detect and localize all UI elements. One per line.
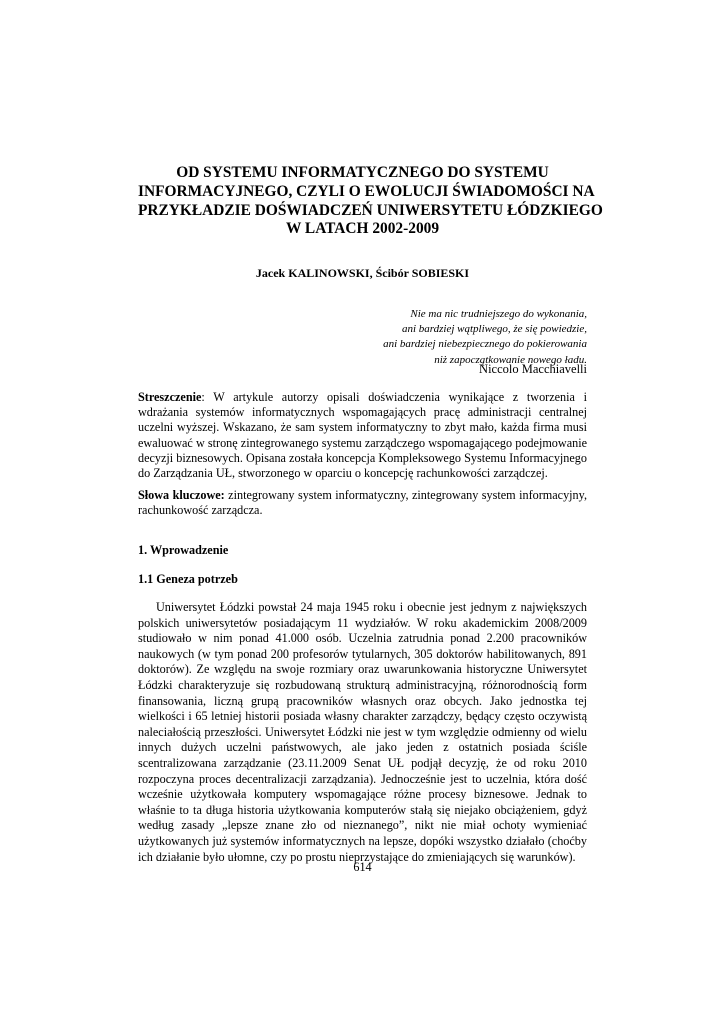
subsection-heading: 1.1 Geneza potrzeb [138, 572, 238, 586]
authors: Jacek KALINOWSKI, Ścibór SOBIESKI [255, 266, 470, 280]
epigraph-line: Nie ma nic trudniejszego do wykonania, [410, 308, 587, 320]
epigraph [287, 307, 587, 368]
abstract-text: : W artykule autorzy opisali doświadczenia wynikające z tworzenia i wdrażania systemów informatycznych wspomagających pracę administracji centralnej uczelni wyższej. Wskazano, że sam system informatyczny to zbyt mało, każda firma musi ewaluować w stronę zintegrowanego systemu zarządczego wspomagającego podejmowanie decyzji biznesowych. Opisana została koncepcja Kompleksowego Systemu Informacyjnego do Zarządzania UŁ, stworzonego w oparciu o koncepcję rachunkowości zarządczej. [138, 390, 587, 481]
epigraph-line: ani bardziej wątpliwego, że się powiedzie, [401, 323, 587, 336]
keywords-label: Słowa kluczowe: [138, 488, 225, 502]
title-line: PRZYKŁADZIE DOŚWIADCZEŃ UNIWERSYTETU ŁÓDZKIEGO [138, 201, 603, 219]
title-line: INFORMACYJNEGO, CZYLI O EWOLUCJI ŚWIADOMOŚCI NA [138, 182, 595, 200]
epigraph-author: Niccolo Macchiavelli [479, 362, 587, 376]
title-line: OD SYSTEMU INFORMATYCZNEGO DO SYSTEMU [176, 164, 549, 181]
paper-title [138, 164, 603, 239]
abstract-label: Streszczenie [138, 390, 202, 404]
epigraph-line: ani bardziej niebezpiecznego do pokierowania [383, 338, 587, 351]
paper-page [138, 0, 603, 1024]
epigraph-line: niż zapoczątkowanie nowego ładu. [434, 353, 587, 366]
abstract [138, 390, 587, 481]
section-heading: 1. Wprowadzenie [138, 543, 229, 557]
page-number: 614 [353, 860, 372, 874]
body-paragraph: Uniwersytet Łódzki powstał 24 maja 1945 roku i obecnie jest jednym z największych polskich uniwersytetów posiadającym 11 wydziałów. W roku akademickim 2008/2009 studiowało w nim ponad 41.000 osób. Uczelnia zatrudnia ponad 2.200 pracowników naukowych (w tym ponad 200 profesorów tytularnych, 305 doktorów habilitowanych, 891 doktorów). Ze względu na swoje rozmiary oraz uwarunkowania historyczne Uniwersytet Łódzki charakteryzuje się rozbudowaną strukturą administracyjną, różnorodnością form finansowania, liczną grupą pracowników własnych oraz obcych. Jako jednostka tej wielkości i 65 letniej historii posiada własny charakter zarządczy, będący często oczywistą naleciałością przeszłości. Uniwersytet Łódzki nie jest w tym względzie odmienny od wielu innych dużych uczelni państwowych, ale jako jeden z ostatnich posiada ściśle scentralizowana zarządzanie (23.11.2009 Senat UŁ podjął decyzję, że od roku 2010 rozpoczyna proces decentralizacji zarządzania). Jednocześnie jest to uczelnia, która dość wcześnie użytkowała komputery wspomagające różne procesy biznesowe. Jednak to właśnie to ta długa historia użytkowania komputerów stałą się niejako obciążeniem, gdyż według zasady „lepsze znane zło od nieznanego”, nikt nie miał ochoty wymieniać użytkowanych już systemów informatycznych na lepsze, dopóki wszystko działało (choćby ich działanie było ułomne, czy po prostu nieprzystające do zmieniających się warunków). [138, 600, 587, 864]
keywords [138, 488, 587, 518]
keywords-text: zintegrowany system informatyczny, zintegrowany system informacyjny, rachunkowość zarządcza. [138, 488, 587, 518]
title-line: W LATACH 2002-2009 [285, 220, 440, 238]
